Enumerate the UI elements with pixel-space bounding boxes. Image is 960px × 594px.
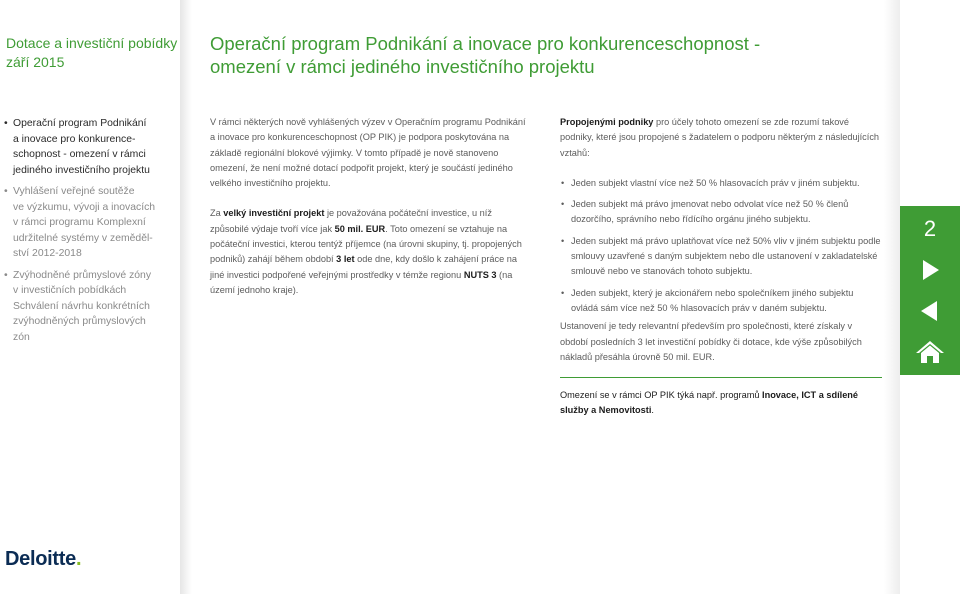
right-shadow (884, 0, 900, 594)
toc-item-zony[interactable]: • Zvýhodněné průmyslové zóny v investičních pobídkách Schválení návrhu konkrétních zvýhodněných průmyslových zón (3, 268, 173, 346)
play-right-icon (918, 258, 942, 282)
term-propojene-podniky: Propojenými podniky (560, 117, 654, 127)
term-nuts3: NUTS 3 (463, 269, 497, 280)
play-left-icon (918, 299, 942, 323)
sidebar-shadow (180, 0, 192, 594)
list-item: • Jeden subjekt, který je akcionářem nebo společníkem jiného subjektu ovládá sám více než 50 % hlasovacích práv v daném subjektu. (560, 286, 882, 317)
toc-item-op-pik[interactable]: • Operační program Podnikání a inovace pro konkurence- schopnost - omezení v rámci jediného investičního projektu (3, 116, 173, 178)
list-item: • Jeden subjekt vlastní více než 50 % hlasovacích práv v jiném subjektu. (560, 176, 882, 191)
list-item: • Jeden subjekt má právo uplatňovat více než 50% vliv v jiném subjektu podle smlouvy uzavřené s daným subjektem nebo dle ustanovení v zakladatelské smlouvě nebo ve stanovách tohoto subjektu. (560, 234, 882, 280)
paragraph-intro: V rámci některých nově vyhlášených výzev v Operačním programu Podnikání a inovace pro konkurenceschopnost (OP PIK) je podpora poskytována na základě regionální blokové výjimky. V tomto případě je nově stanoveno omezení, že není možné dotací podpořit projekt, který je součástí jediného velkého investičního projektu. (210, 117, 526, 189)
logo-text: Deloitte (5, 548, 76, 570)
paragraph-programs: Omezení se v rámci OP PIK týká např. programů Inovace, ICT a sdílené služby a Nemovitosti. (560, 390, 859, 416)
term-velky-projekt: velký investiční projekt (223, 208, 325, 219)
divider (560, 377, 882, 378)
paragraph-definition: Za velký investiční projekt je považována počáteční investice, u níž způsobilé výdaje tvoří více jak 50 mil. EUR. Toto omezení se vztahuje na počáteční investici, kterou tentýž příjemce (na úrovni skupiny, tj. propojených podniků) zahájí během období 3 let ode dne, kdy došlo k zahájení práce na jiné investici podpořené veřejnými prostředky v témže regionu NUTS 3 (na území jednoho kraje). (210, 208, 522, 295)
previous-slide-button[interactable] (900, 288, 960, 334)
deloitte-logo (5, 548, 81, 571)
relationship-list (560, 176, 882, 316)
home-button[interactable] (900, 329, 960, 375)
table-of-contents (3, 116, 173, 351)
content-column-right (560, 115, 882, 434)
deck-title-main: Dotace a investiční pobídky (6, 35, 178, 51)
toc-item-vyzkum[interactable]: • Vyhlášení veřejné soutěže ve výzkumu, vývoji a inovacích v rámci programu Komplexní udržitelné systémy v zeměděl- ství 2012-2018 (3, 184, 173, 262)
page-number-badge (900, 206, 960, 252)
list-item: • Jeden subjekt má právo jmenovat nebo odvolat více než 50 % členů dozorčího, správního nebo řídícího orgánu jiného subjektu. (560, 197, 882, 228)
home-icon (915, 339, 945, 365)
logo-dot: . (75, 548, 82, 570)
content-column-left (210, 115, 528, 313)
amount-50-mil: 50 mil. EUR (334, 223, 386, 234)
deck-title (6, 34, 177, 72)
deck-title-date: září 2015 (6, 54, 65, 70)
sidebar (0, 0, 180, 594)
page-title: Operační program Podnikání a inovace pro konkurenceschopnost - omezení v rámci jediného investičního projektu (210, 33, 761, 77)
program-names: Inovace, ICT a sdílené služby a Nemovitosti (560, 390, 859, 416)
term-3-let: 3 let (336, 254, 355, 265)
paragraph-relevance: Ustanovení je tedy relevantní především pro společnosti, které získaly v období posledních 3 let investiční pobídky či dotace, kde výše způsobilých nákladů přesáhla úrovně 50 mil. EUR. (560, 321, 862, 362)
next-slide-button[interactable] (900, 247, 960, 293)
page-number: 2 (923, 216, 937, 241)
paragraph-propojene: Propojenými podniky pro účely tohoto omezení se zde rozumí takové podniky, které jsou propojené s žadatelem o podporu některým z následujících vztahů: (560, 117, 880, 158)
